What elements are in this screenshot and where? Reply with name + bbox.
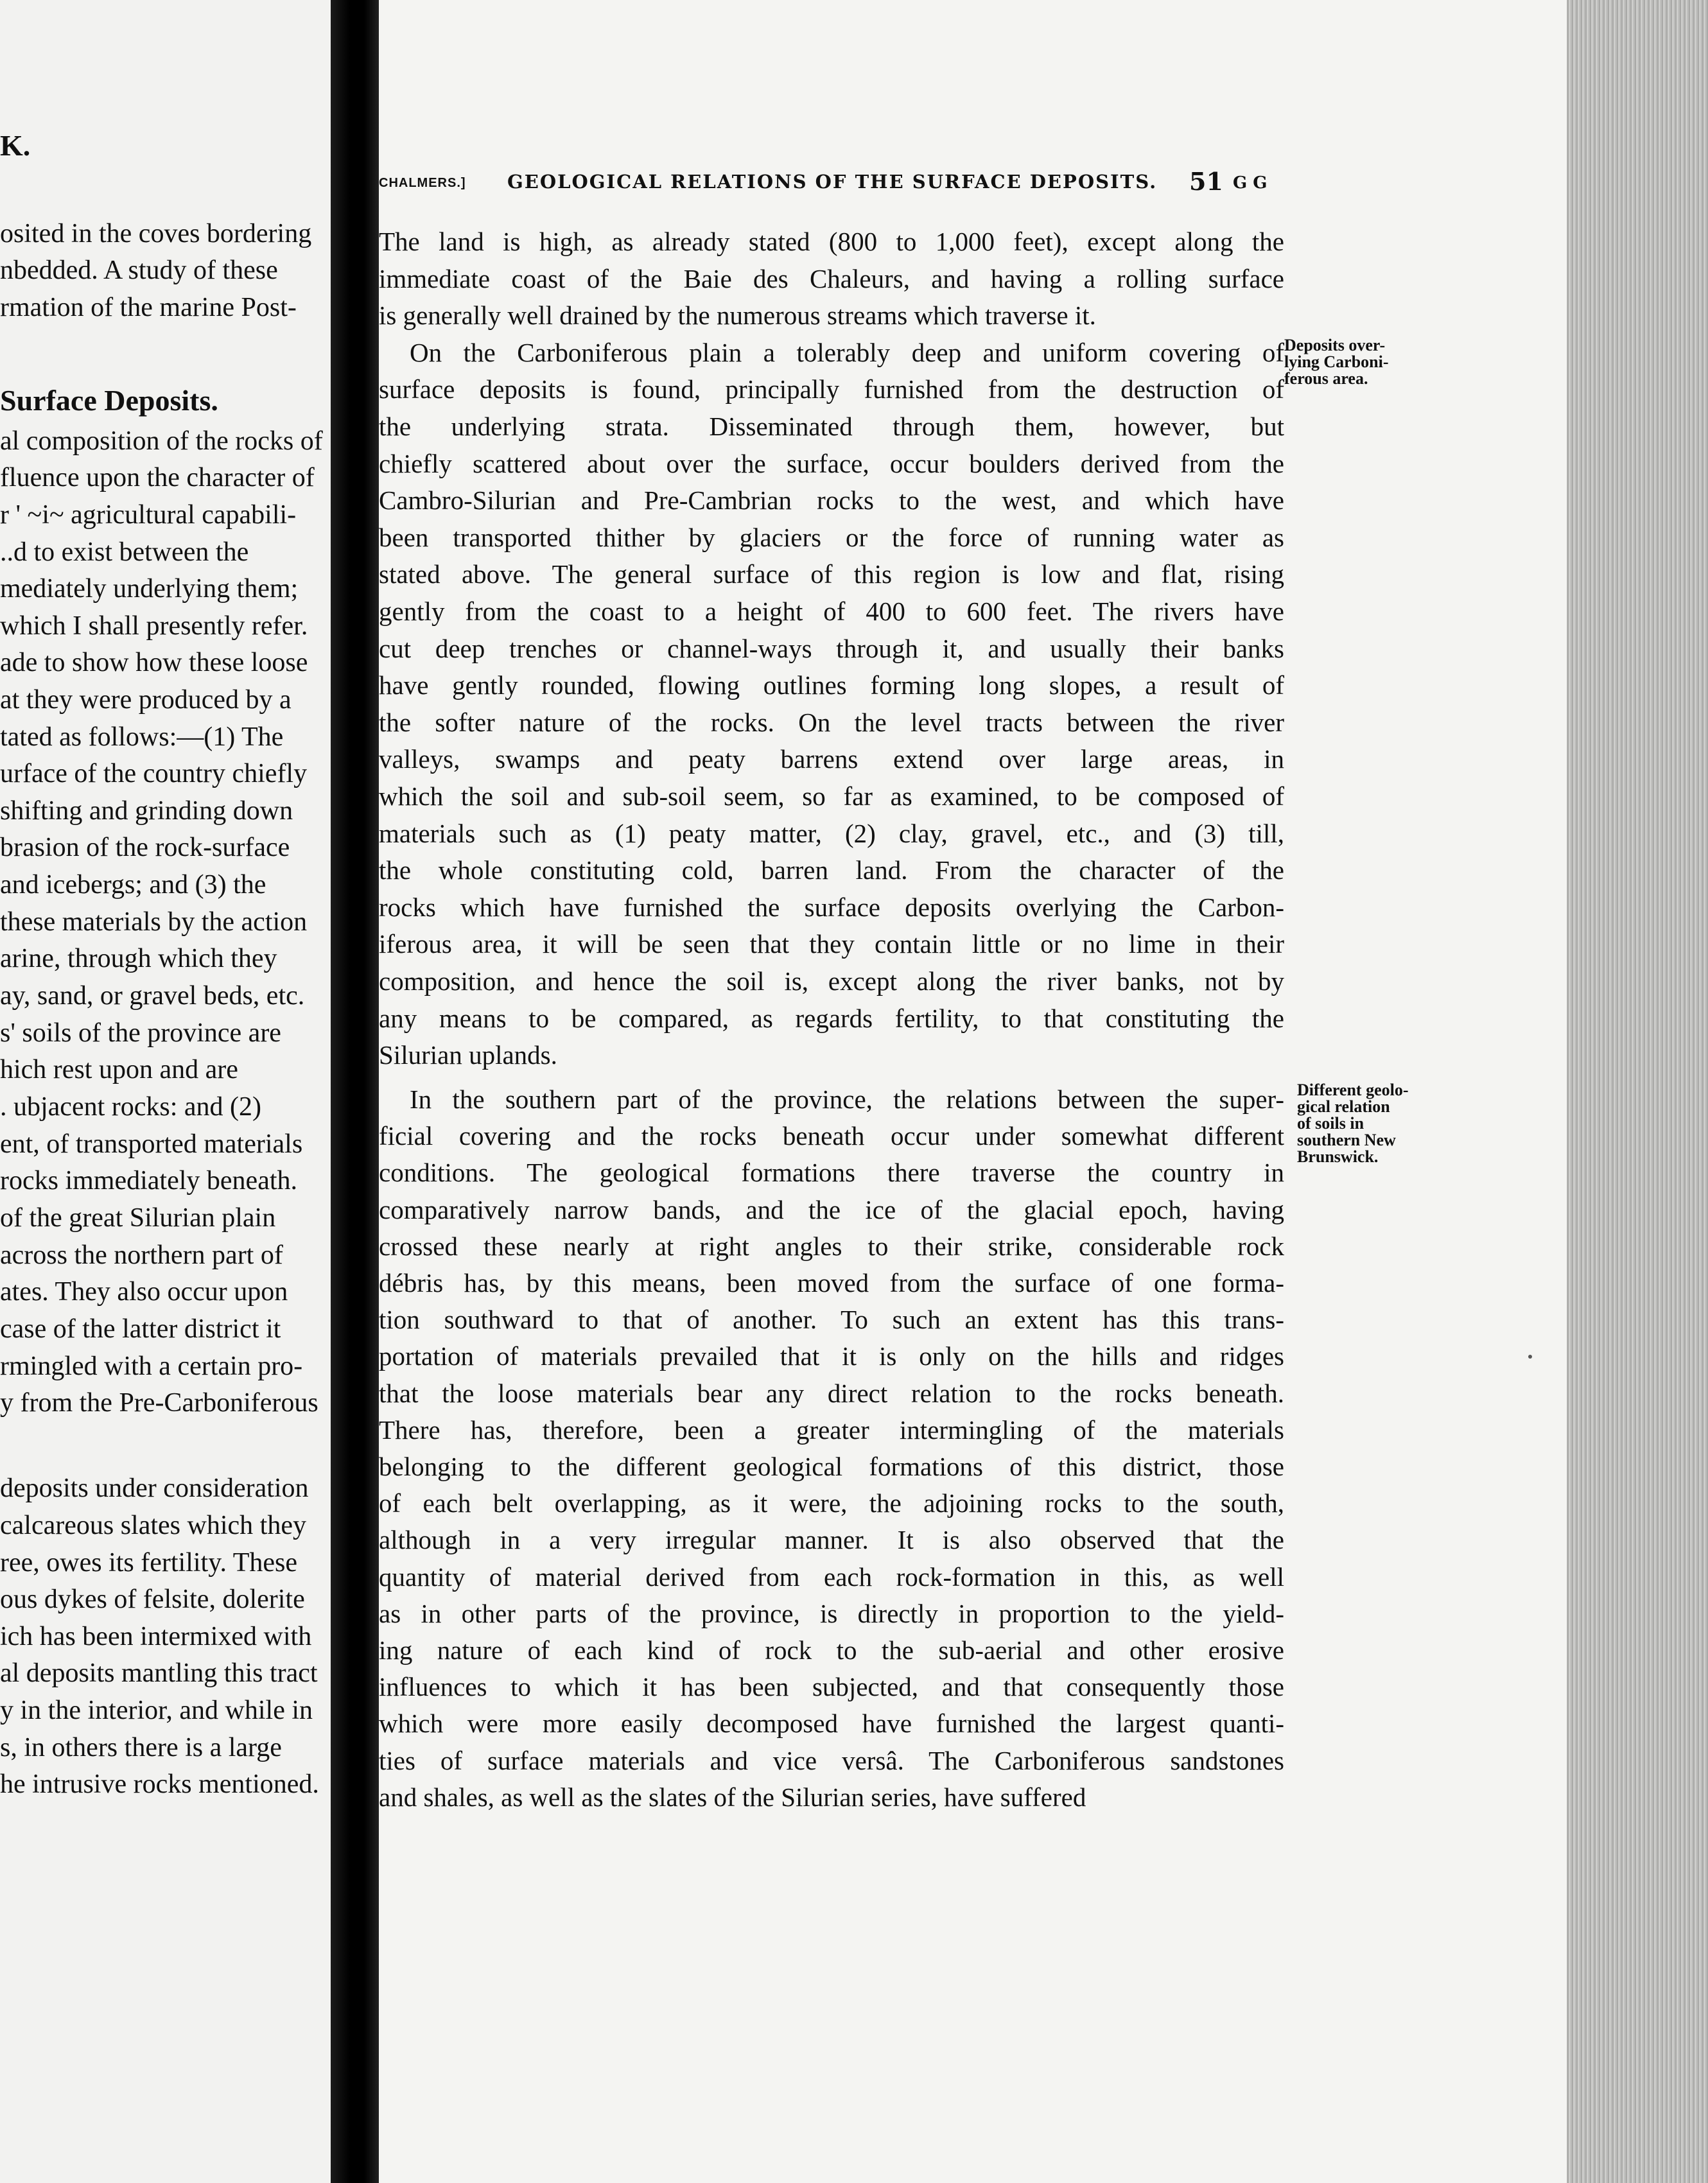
- left-page-line: at they were produced by a: [0, 685, 292, 715]
- body-line: chiefly scattered about over the surface, occur boulders derived from the: [379, 448, 1284, 478]
- body-line: valleys, swamps and peaty barrens extend over large areas, in: [379, 744, 1284, 774]
- left-page-line: calcareous slates which they: [0, 1511, 306, 1540]
- header-author: CHALMERS.]: [379, 176, 466, 190]
- page-number: 51: [1189, 167, 1223, 196]
- body-line: and shales, as well as the slates of the Silurian series, have suffered: [379, 1782, 1086, 1812]
- body-line: the underlying strata. Disseminated through them, however, but: [379, 412, 1284, 441]
- body-line: gently from the coast to a height of 400 to 600 feet. The rivers have: [379, 596, 1284, 626]
- body-line: quantity of material derived from each rock-formation in this, as well: [379, 1561, 1284, 1592]
- body-line: portation of materials prevailed that it is only on the hills and ridges: [379, 1341, 1284, 1371]
- body-line: ficial covering and the rocks beneath occur under somewhat different: [379, 1121, 1284, 1151]
- left-page-line: mediately underlying them;: [0, 574, 299, 604]
- left-page-line: ent, of transported materials: [0, 1129, 303, 1159]
- body-line: débris has, by this means, been moved from the surface of one forma-: [379, 1268, 1284, 1298]
- left-page-line: s, in others there is a large: [0, 1733, 282, 1762]
- body-line: stated above. The general surface of this region is low and flat, rising: [379, 559, 1284, 589]
- body-line: crossed these nearly at right angles to their strike, considerable rock: [379, 1231, 1284, 1261]
- body-line: which were more easily decomposed have furnished the largest quanti-: [379, 1709, 1284, 1739]
- left-page-line: deposits under consideration: [0, 1474, 309, 1503]
- left-page-line: K.: [0, 129, 31, 162]
- left-page-line: y from the Pre-Carboniferous: [0, 1388, 318, 1418]
- page-edge-stack: [1567, 0, 1708, 2183]
- left-page-line: . ubjacent rocks: and (2): [0, 1092, 262, 1122]
- left-page-line: brasion of the rock-surface: [0, 833, 290, 862]
- left-page-line: y in the interior, and while in: [0, 1696, 313, 1725]
- left-page-line: across the northern part of: [0, 1240, 283, 1270]
- body-line: iferous area, it will be seen that they contain little or no lime in their: [379, 929, 1284, 959]
- left-page-line: fluence upon the character of: [0, 463, 315, 492]
- left-page-line: ates. They also occur upon: [0, 1277, 288, 1307]
- body-line: although in a very irregular manner. It is also observed that the: [379, 1525, 1284, 1555]
- body-line: There has, therefore, been a greater intermingling of the materials: [379, 1414, 1284, 1445]
- left-page-line: osited in the coves bordering: [0, 219, 312, 248]
- body-line: have gently rounded, flowing outlines forming long slopes, a result of: [379, 670, 1284, 700]
- body-line: been transported thither by glaciers or the force of running water as: [379, 522, 1284, 552]
- body-line: belonging to the different geological formations of this district, those: [379, 1452, 1284, 1481]
- body-line: that the loose materials bear any direct relation to the rocks beneath.: [379, 1378, 1284, 1408]
- body-line: cut deep trenches or channel-ways through it, and usually their banks: [379, 633, 1284, 663]
- left-page-line: these materials by the action: [0, 907, 308, 937]
- left-page-line: ous dykes of felsite, dolerite: [0, 1585, 305, 1614]
- left-page-line: ade to show how these loose: [0, 648, 308, 677]
- body-line: the whole constituting cold, barren land. From the character of the: [379, 855, 1284, 885]
- margin-note-southern: Different geolo- gical relation of soils in southern New Brunswick.: [1297, 1081, 1409, 1166]
- body-line: which the soil and sub-soil seem, so far as examined, to be composed of: [379, 781, 1284, 811]
- body-line: conditions. The geological formations there traverse the country in: [379, 1158, 1284, 1188]
- body-line: is generally well drained by the numerous streams which traverse it.: [379, 300, 1096, 331]
- signature-mark: G G: [1233, 173, 1268, 193]
- body-line: ing nature of each kind of rock to the sub-aerial and other erosive: [379, 1635, 1284, 1665]
- left-page-line: ich has been intermixed with: [0, 1622, 312, 1651]
- body-line: On the Carboniferous plain a tolerably deep and uniform covering of: [410, 337, 1284, 367]
- left-page-line: rmingled with a certain pro-: [0, 1352, 303, 1381]
- left-page-line: al composition of the rocks of: [0, 426, 323, 456]
- body-line: of each belt overlapping, as it were, the adjoining rocks to the south,: [379, 1488, 1284, 1518]
- left-page-line: and icebergs; and (3) the: [0, 870, 266, 900]
- left-page-line: rocks immediately beneath.: [0, 1166, 298, 1196]
- body-line: comparatively narrow bands, and the ice of the glacial epoch, having: [379, 1194, 1284, 1224]
- body-line: influences to which it has been subjected, and that consequently those: [379, 1672, 1284, 1702]
- left-page-line: hich rest upon and are: [0, 1055, 238, 1084]
- right-page: [379, 0, 1612, 2183]
- body-line: ties of surface materials and vice versâ. The Carboniferous sandstones: [379, 1745, 1284, 1775]
- left-page-line: ..d to exist between the: [0, 537, 249, 567]
- left-page-line: ree, owes its fertility. These: [0, 1548, 298, 1578]
- left-page-line: of the great Silurian plain: [0, 1203, 276, 1233]
- left-section-heading: Surface Deposits.: [0, 384, 218, 417]
- body-line: Silurian uplands.: [379, 1040, 557, 1070]
- left-page-line: s' soils of the province are: [0, 1018, 281, 1048]
- body-line: The land is high, as already stated (800 to 1,000 feet), except along the: [379, 227, 1284, 256]
- body-line: materials such as (1) peaty matter, (2) clay, gravel, etc., and (3) till,: [379, 818, 1284, 848]
- left-page-line: rmation of the marine Post-: [0, 293, 297, 322]
- body-line: any means to be compared, as regards fertility, to that constituting the: [379, 1003, 1284, 1033]
- body-line: the softer nature of the rocks. On the level tracts between the river: [379, 707, 1284, 737]
- left-page-line: case of the latter district it: [0, 1314, 281, 1344]
- body-line: composition, and hence the soil is, except along the river banks, not by: [379, 966, 1284, 996]
- running-header: [379, 168, 1612, 200]
- left-page-line: shifting and grinding down: [0, 796, 293, 826]
- left-page-line: arine, through which they: [0, 944, 277, 973]
- header-title: GEOLOGICAL RELATIONS OF THE SURFACE DEPOSITS.: [507, 171, 1158, 193]
- left-page-line: ay, sand, or gravel beds, etc.: [0, 981, 305, 1011]
- body-line: as in other parts of the province, is directly in proportion to the yield-: [379, 1598, 1284, 1628]
- left-page: [0, 0, 331, 2183]
- body-line: rocks which have furnished the surface deposits overlying the Carbon-: [379, 892, 1284, 922]
- left-page-line: he intrusive rocks mentioned.: [0, 1770, 319, 1799]
- body-line: immediate coast of the Baie des Chaleurs, and having a rolling surface: [379, 263, 1284, 293]
- margin-note-carboniferous: Deposits over- lying Carboni- ferous area.: [1284, 336, 1389, 388]
- body-line: tion southward to that of another. To such an extent has this trans-: [379, 1305, 1284, 1335]
- body-line: Cambro-Silurian and Pre-Cambrian rocks to the west, and which have: [379, 485, 1284, 516]
- book-gutter: [331, 0, 379, 2183]
- body-line: surface deposits is found, principally furnished from the destruction of: [379, 374, 1284, 404]
- left-page-line: nbedded. A study of these: [0, 256, 278, 285]
- body-line: In the southern part of the province, the relations between the super-: [410, 1084, 1284, 1114]
- left-page-line: which I shall presently refer.: [0, 611, 308, 641]
- left-page-line: urface of the country chiefly: [0, 759, 308, 788]
- left-page-line: al deposits mantling this tract: [0, 1658, 318, 1688]
- left-page-line: tated as follows:—(1) The: [0, 722, 284, 752]
- paper-speck: [1528, 1355, 1532, 1359]
- left-page-line: r ' ~i~ agricultural capabili-: [0, 500, 297, 530]
